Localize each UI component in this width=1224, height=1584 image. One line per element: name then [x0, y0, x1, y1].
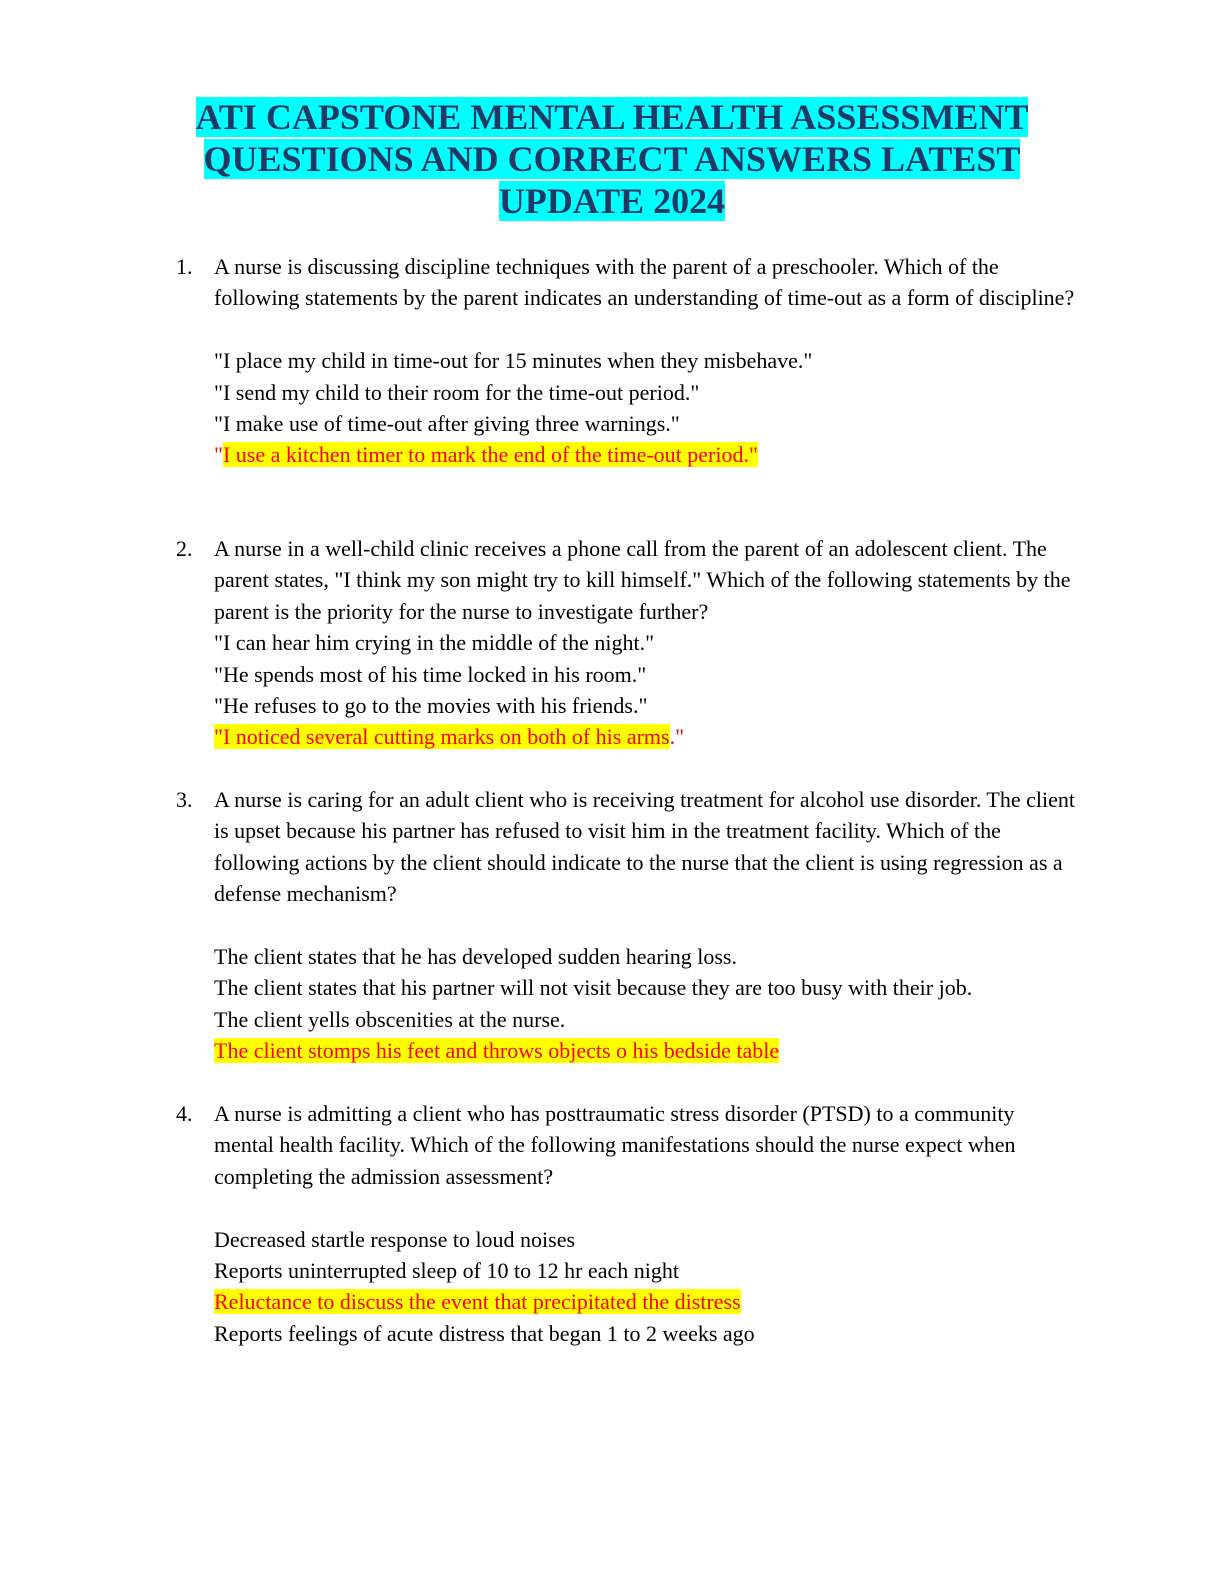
question-4 [176, 1098, 1076, 1349]
question-2 [176, 533, 1076, 753]
answer-option: The client states that his partner will not visit because they are too busy with their job. [214, 975, 973, 1001]
answer-option: "He spends most of his time locked in his room." [214, 661, 647, 687]
answer-option: The client yells obscenities at the nurse. [214, 1006, 566, 1032]
question-3 [176, 784, 1076, 1067]
correct-answer-option: Reluctance to discuss the event that precipitated the distress [214, 1289, 741, 1315]
question-stem: A nurse is caring for an adult client who is receiving treatment for alcohol use disorder. The client is upset because his partner has refused to visit him in the treatment facility. Which of the following actions by the client should indicate to the nurse that the client is using regression as a defense mechanism? [214, 787, 1075, 907]
answer-option: "I send my child to their room for the time-out period." [214, 379, 700, 405]
question-1 [176, 251, 1076, 471]
question-number: 1. [176, 254, 193, 279]
question-stem: A nurse in a well-child clinic receives a phone call from the parent of an adolescent client. The parent states, "I think my son might try to kill himself." Which of the following statements by the parent is the priority for the nurse to investigate further? [214, 536, 1071, 624]
correct-answer-option: The client stomps his feet and throws objects o his bedside table [214, 1038, 780, 1064]
question-stem: A nurse is discussing discipline techniques with the parent of a preschooler. Which of the following statements by the parent indicates an understanding of time-out as a form of discipline? [214, 254, 1075, 311]
question-body [214, 251, 1076, 471]
title-line-3: UPDATE 2024 [498, 181, 726, 221]
question-number: 2. [176, 536, 193, 561]
answer-option: "He refuses to go to the movies with his friends." [214, 693, 648, 719]
correct-answer-option: "I noticed several cutting marks on both of his arms." [214, 724, 685, 750]
correct-answer-option: "I use a kitchen timer to mark the end of the time-out period." [214, 442, 758, 468]
question-body [214, 784, 1076, 1067]
question-body [214, 533, 1076, 753]
answer-option: "I make use of time-out after giving three warnings." [214, 411, 680, 437]
question-number: 3. [176, 787, 193, 812]
page-title [150, 96, 1074, 222]
answer-option: "I place my child in time-out for 15 minutes when they misbehave." [214, 348, 813, 374]
answer-option: Reports feelings of acute distress that began 1 to 2 weeks ago [214, 1320, 755, 1346]
answer-option: "I can hear him crying in the middle of the night." [214, 630, 655, 656]
answer-option: Reports uninterrupted sleep of 10 to 12 hr each night [214, 1258, 679, 1284]
answer-option: The client states that he has developed sudden hearing loss. [214, 944, 737, 970]
title-line-1: ATI CAPSTONE MENTAL HEALTH ASSESSMENT [195, 97, 1029, 137]
question-number: 4. [176, 1101, 193, 1126]
question-stem: A nurse is admitting a client who has posttraumatic stress disorder (PTSD) to a community mental health facility. Which of the following manifestations should the nurse expect when completing the admission assessment? [214, 1101, 1016, 1189]
answer-option: Decreased startle response to loud noises [214, 1226, 576, 1252]
title-line-2: QUESTIONS AND CORRECT ANSWERS LATEST [203, 139, 1021, 179]
question-body [214, 1098, 1076, 1349]
